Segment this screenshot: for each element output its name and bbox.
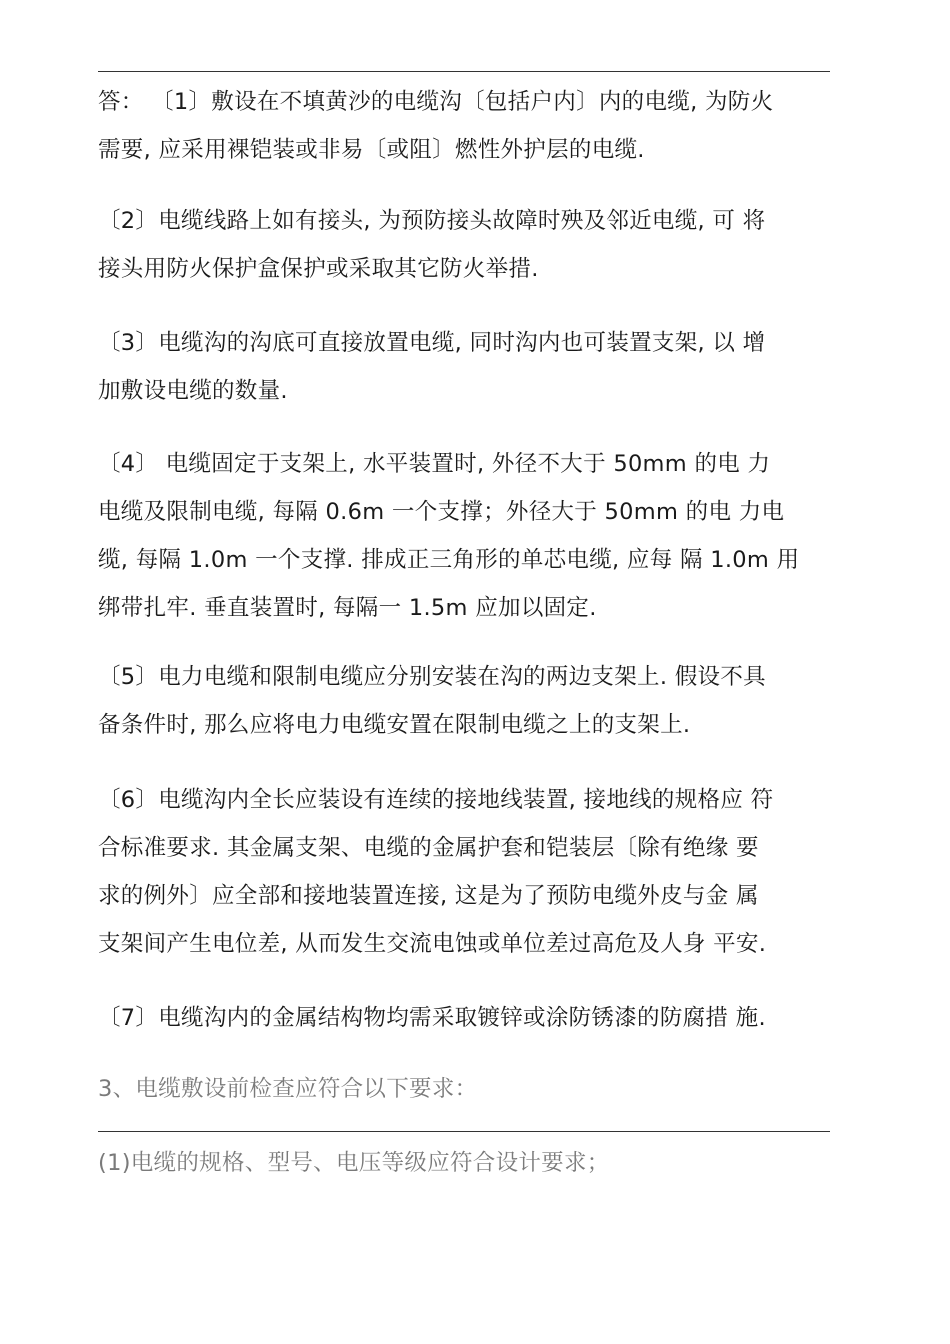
answer-paragraph-2	[98, 197, 832, 293]
text-line: 求的例外〕应全部和接地装置连接, 这是为了预防电缆外皮与金 属	[98, 883, 759, 909]
text-line: 加敷设电缆的数量.	[98, 378, 288, 404]
text-line: 〔4〕 电缆固定于支架上, 水平装置时, 外径不大于 50mm 的电 力	[98, 451, 771, 477]
text-line: 支架间产生电位差, 从而发生交流电蚀或单位差过高危及人身 平安.	[98, 931, 767, 957]
section-3-item-1	[98, 1139, 832, 1187]
top-rule	[98, 71, 830, 72]
section-divider-rule	[98, 1131, 830, 1132]
text-line: 〔2〕电缆线路上如有接头, 为预防接头故障时殃及邻近电缆, 可 将	[98, 208, 766, 234]
answer-paragraph-4	[98, 440, 832, 632]
text-line: 备条件时, 那么应将电力电缆安置在限制电缆之上的支架上.	[98, 712, 691, 738]
text-line: 〔3〕电缆沟的沟底可直接放置电缆, 同时沟内也可装置支架, 以 增	[98, 330, 766, 356]
answer-paragraph-3	[98, 319, 832, 415]
answer-paragraph-7	[98, 994, 832, 1042]
text-line: 〔6〕电缆沟内全长应装设有连续的接地线装置, 接地线的规格应 符	[98, 787, 774, 813]
text-line: 合标准要求. 其金属支架、电缆的金属护套和铠装层〔除有绝缘 要	[98, 835, 759, 861]
text-line: 3、电缆敷设前检查应符合以下要求：	[98, 1076, 478, 1102]
text-line: 绑带扎牢. 垂直装置时, 每隔一 1.5m 应加以固定.	[98, 595, 597, 621]
section-3-heading	[98, 1065, 832, 1113]
answer-paragraph-5	[98, 653, 832, 749]
text-line: 〔7〕电缆沟内的金属结构物均需采取镀锌或涂防锈漆的防腐措 施.	[98, 1005, 766, 1031]
text-line: 缆, 每隔 1.0m 一个支撑. 排成正三角形的单芯电缆, 应每 隔 1.0m 用	[98, 547, 800, 573]
text-line: 〔5〕电力电缆和限制电缆应分别安装在沟的两边支架上. 假设不具	[98, 664, 766, 690]
text-line: 电缆及限制电缆, 每隔 0.6m 一个支撑；外径大于 50mm 的电 力电	[98, 499, 785, 525]
text-line: 接头用防火保护盒保护或采取其它防火举措.	[98, 256, 539, 282]
text-line: 答： 〔1〕敷设在不填黄沙的电缆沟〔包括户内〕内的电缆, 为防火	[98, 89, 774, 115]
text-line: 需要, 应采用裸铠装或非易〔或阻〕燃性外护层的电缆.	[98, 137, 645, 163]
answer-paragraph-6	[98, 776, 832, 968]
text-line: (1)电缆的规格、型号、电压等级应符合设计要求；	[98, 1150, 610, 1176]
answer-paragraph-1	[98, 78, 832, 174]
